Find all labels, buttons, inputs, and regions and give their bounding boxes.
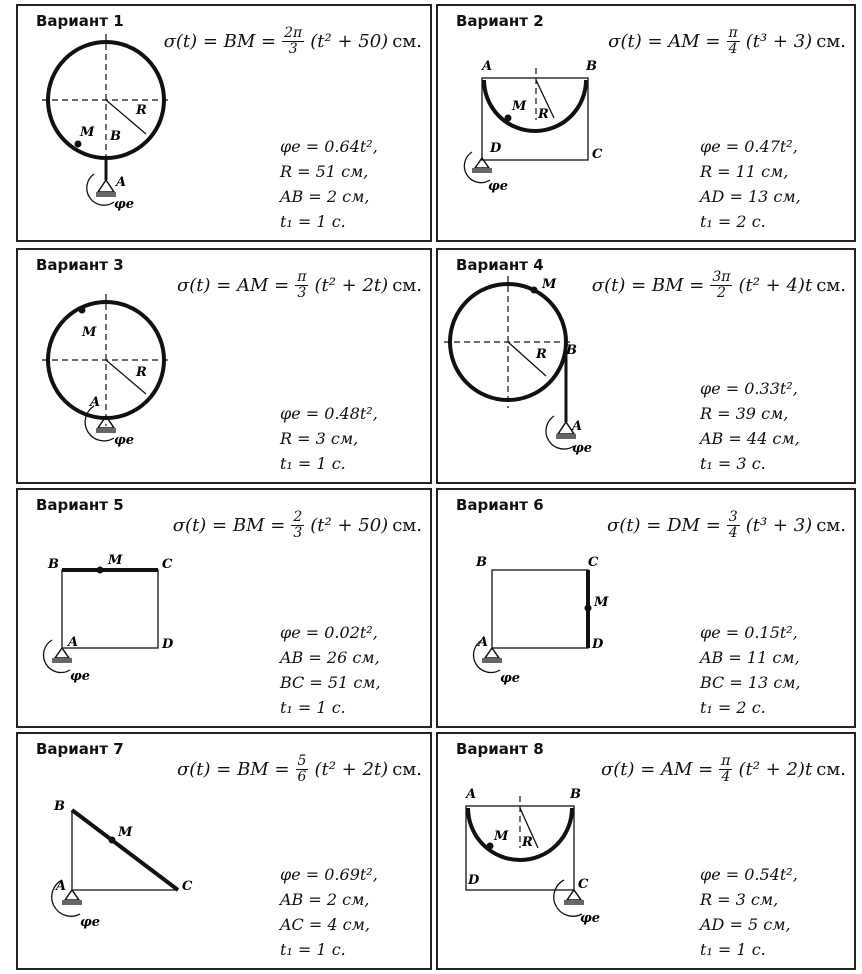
- text-line: AB = 11 см,: [700, 648, 800, 667]
- text-line: см.: [392, 31, 422, 52]
- text-line: (t² + 50): [310, 515, 389, 536]
- fig1-label-r: R: [136, 103, 147, 118]
- text-line: AB = 44 см,: [700, 429, 800, 448]
- text-line: π: [728, 25, 738, 41]
- fig5-label-c: C: [162, 557, 173, 572]
- fig3-label-phi: φe: [114, 433, 135, 448]
- fig8-label-m: M: [494, 829, 509, 844]
- variant-2-card: [436, 4, 856, 242]
- text-line: AB = 2 см,: [280, 890, 370, 909]
- text-line: см.: [816, 31, 846, 52]
- fig1-label-b: B: [110, 129, 121, 144]
- text-line: R = 11 см,: [700, 162, 789, 181]
- text-line: (t² + 2)t: [738, 759, 813, 780]
- variant-8-title: Вариант 8: [456, 740, 544, 758]
- variant-2-params: [700, 134, 801, 234]
- text-line: t₁ = 1 с.: [280, 454, 346, 473]
- text-line: см.: [816, 275, 846, 296]
- variant-3-formula: [177, 270, 422, 301]
- text-line: σ(t) = BM =: [172, 515, 286, 536]
- fig6-label-phi: φe: [500, 671, 521, 686]
- variant-4-title: Вариант 4: [456, 256, 544, 274]
- text-line: 4: [728, 525, 738, 541]
- text-line: π: [297, 269, 307, 285]
- fig4-label-phi: φe: [572, 441, 593, 456]
- variant-8-formula: [601, 754, 846, 785]
- variant-7-params: [280, 862, 378, 962]
- fig4-label-b: B: [566, 343, 577, 358]
- text-line: 3: [297, 285, 307, 301]
- text-line: σ(t) = AM =: [608, 31, 721, 52]
- text-line: см.: [392, 515, 422, 536]
- fig8-label-d: D: [468, 873, 480, 888]
- variant-1-card: [16, 4, 432, 242]
- text-line: φe = 0.54t²,: [700, 865, 798, 884]
- fig1-label-m: M: [80, 125, 95, 140]
- text-line: φe = 0.15t²,: [700, 623, 798, 642]
- variant-3-card: [16, 248, 432, 484]
- text-line: σ(t) = BM =: [591, 275, 705, 296]
- text-line: t₁ = 3 с.: [700, 454, 766, 473]
- fig1-label-phi: φe: [114, 197, 135, 212]
- fig2-label-phi: φe: [488, 179, 509, 194]
- text-line: 5: [297, 753, 307, 769]
- variant-6-title: Вариант 6: [456, 496, 544, 514]
- variant-1-params: [280, 134, 378, 234]
- variant-6-formula: [607, 510, 846, 541]
- variant-7-title: Вариант 7: [36, 740, 124, 758]
- text-line: t₁ = 2 с.: [700, 212, 766, 231]
- fig2-label-a: A: [482, 59, 493, 74]
- text-line: R = 51 см,: [280, 162, 369, 181]
- fig5-label-a: A: [68, 635, 79, 650]
- fig8-label-a: A: [466, 787, 477, 802]
- variant-5-card: [16, 488, 432, 728]
- text-line: φe = 0.69t²,: [280, 865, 378, 884]
- text-line: φe = 0.33t²,: [700, 379, 798, 398]
- text-line: см.: [816, 515, 846, 536]
- text-line: 4: [721, 769, 731, 785]
- text-line: R = 3 см,: [280, 429, 359, 448]
- fig8-label-c: C: [578, 877, 589, 892]
- fig1-label-a: A: [116, 175, 127, 190]
- text-line: см.: [816, 759, 846, 780]
- fig7-label-b: B: [54, 799, 65, 814]
- text-line: φe = 0.64t²,: [280, 137, 378, 156]
- variant-7-formula: [177, 754, 422, 785]
- variant-6-card: [436, 488, 856, 728]
- variant-8-params: [700, 862, 798, 962]
- text-line: 3π: [712, 269, 731, 285]
- variant-6-params: [700, 620, 801, 720]
- fig6-label-a: A: [478, 635, 489, 650]
- text-line: t₁ = 1 с.: [280, 698, 346, 717]
- text-line: BC = 51 см,: [280, 673, 381, 692]
- fig7-label-a: A: [56, 879, 67, 894]
- text-line: R = 39 см,: [700, 404, 789, 423]
- text-line: BC = 13 см,: [700, 673, 801, 692]
- text-line: (t² + 2t): [314, 759, 389, 780]
- fig3-label-m: M: [82, 325, 97, 340]
- variant-4-params: [700, 376, 800, 476]
- text-line: 3: [728, 509, 738, 525]
- text-line: (t² + 2t): [314, 275, 389, 296]
- fig8-label-r: R: [522, 835, 533, 850]
- fig4-label-r: R: [536, 347, 547, 362]
- fig6-label-m: M: [594, 595, 609, 610]
- text-line: см.: [392, 759, 422, 780]
- text-line: (t² + 4)t: [738, 275, 813, 296]
- fig4-label-m: M: [542, 277, 557, 292]
- text-line: t₁ = 1 с.: [280, 212, 346, 231]
- text-line: AB = 26 см,: [280, 648, 380, 667]
- text-line: t₁ = 1 с.: [700, 940, 766, 959]
- fig6-label-d: D: [592, 637, 604, 652]
- variant-1-formula: [164, 26, 422, 57]
- text-line: φe = 0.48t²,: [280, 404, 378, 423]
- fig5-label-m: M: [108, 553, 123, 568]
- fig6-label-b: B: [476, 555, 487, 570]
- variant-8-card: [436, 732, 856, 970]
- text-line: R = 3 см,: [700, 890, 779, 909]
- fig7-label-phi: φe: [80, 915, 101, 930]
- variant-2-title: Вариант 2: [456, 12, 544, 30]
- text-line: φe = 0.47t²,: [700, 137, 798, 156]
- text-line: π: [721, 753, 731, 769]
- text-line: (t² + 50): [310, 31, 389, 52]
- fig8-label-phi: φe: [580, 911, 601, 926]
- text-line: 3: [293, 525, 303, 541]
- text-line: 6: [297, 769, 307, 785]
- variant-3-title: Вариант 3: [36, 256, 124, 274]
- text-line: σ(t) = AM =: [176, 275, 290, 296]
- text-line: (t³ + 3): [745, 515, 813, 536]
- variant-7-card: [16, 732, 432, 970]
- variant-4-formula: [592, 270, 846, 301]
- fig5-label-d: D: [162, 637, 174, 652]
- text-line: (t³ + 3): [745, 31, 813, 52]
- text-line: φe = 0.02t²,: [280, 623, 378, 642]
- variant-5-title: Вариант 5: [36, 496, 124, 514]
- text-line: AD = 13 см,: [700, 187, 801, 206]
- fig5-label-b: B: [48, 557, 59, 572]
- text-line: AB = 2 см,: [280, 187, 370, 206]
- fig3-label-a: A: [90, 395, 101, 410]
- text-line: 2: [716, 285, 726, 301]
- variant-4-card: [436, 248, 856, 484]
- fig7-label-m: M: [118, 825, 133, 840]
- fig2-label-r: R: [538, 107, 549, 122]
- text-line: AC = 4 см,: [280, 915, 370, 934]
- text-line: 3: [288, 41, 298, 57]
- text-line: σ(t) = BM =: [163, 31, 277, 52]
- text-line: AD = 5 см,: [700, 915, 791, 934]
- text-line: 2π: [284, 25, 303, 41]
- text-line: t₁ = 1 с.: [280, 940, 346, 959]
- fig4-label-a: A: [572, 419, 583, 434]
- fig2-label-d: D: [490, 141, 502, 156]
- fig3-label-r: R: [136, 365, 147, 380]
- text-line: σ(t) = AM =: [600, 759, 714, 780]
- text-line: t₁ = 2 с.: [700, 698, 766, 717]
- fig6-label-c: C: [588, 555, 599, 570]
- variant-3-params: [280, 401, 378, 476]
- fig8-label-b: B: [570, 787, 581, 802]
- text-line: σ(t) = BM =: [176, 759, 290, 780]
- text-line: см.: [392, 275, 422, 296]
- fig7-label-c: C: [182, 879, 193, 894]
- text-line: 2: [293, 509, 303, 525]
- variant-2-formula: [608, 26, 846, 57]
- fig5-label-phi: φe: [70, 669, 91, 684]
- fig2-label-b: B: [586, 59, 597, 74]
- text-line: σ(t) = DM =: [607, 515, 721, 536]
- fig2-label-m: M: [512, 99, 527, 114]
- fig2-label-c: C: [592, 147, 603, 162]
- text-line: 4: [728, 41, 738, 57]
- variant-5-formula: [173, 510, 422, 541]
- variant-1-title: Вариант 1: [36, 12, 124, 30]
- variant-5-params: [280, 620, 381, 720]
